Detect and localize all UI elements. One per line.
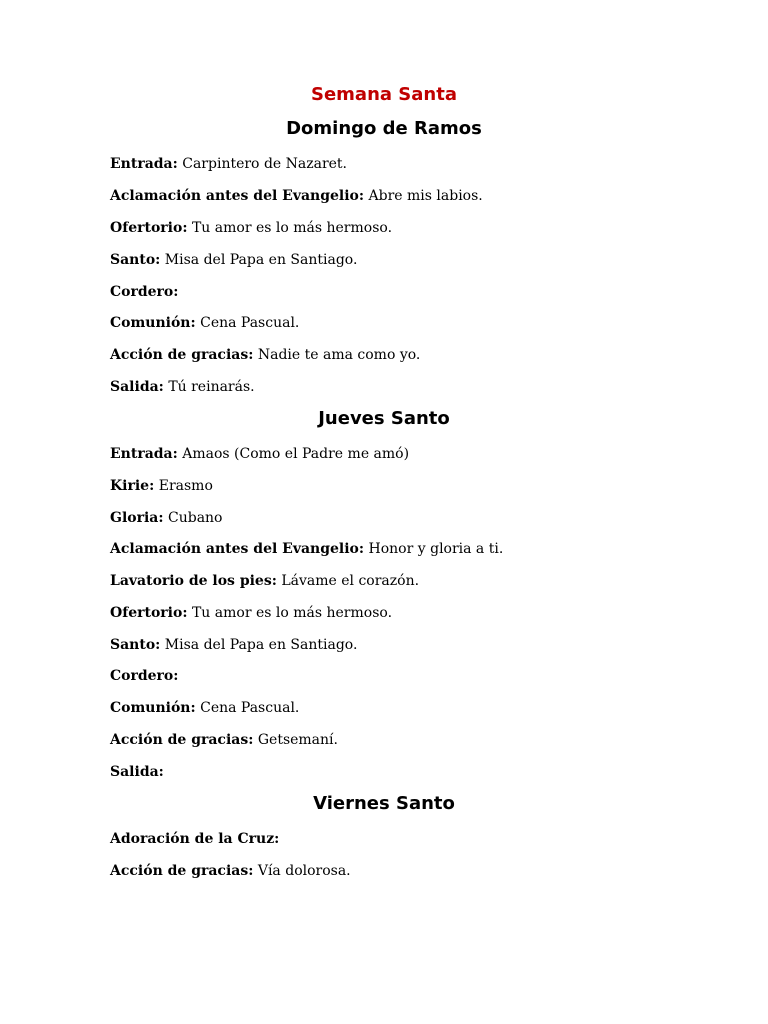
entry-label: Ofertorio:	[110, 605, 188, 621]
entry-label: Santo:	[110, 637, 161, 653]
entry-value: Vía dolorosa.	[257, 863, 351, 879]
entry-label: Gloria:	[110, 510, 164, 526]
entry-label: Comunión:	[110, 700, 196, 716]
entry-label: Santo:	[110, 252, 161, 268]
entry-value: Cubano	[168, 510, 223, 526]
entry	[110, 762, 710, 782]
entry	[110, 186, 710, 206]
entry-value: Getsemaní.	[257, 732, 338, 748]
entry-label: Aclamación antes del Evangelio:	[110, 541, 365, 557]
entry	[110, 539, 710, 559]
section-heading-viernes-santo: Viernes Santo	[313, 793, 455, 814]
entry-label: Acción de gracias:	[110, 347, 254, 363]
entry-label: Entrada:	[110, 446, 178, 462]
entry	[110, 377, 710, 397]
entry-label: Lavatorio de los pies:	[110, 573, 277, 589]
entry-label: Kirie:	[110, 478, 155, 494]
entry-label: Acción de gracias:	[110, 732, 254, 748]
section-heading-domingo-de-ramos: Domingo de Ramos	[286, 118, 482, 139]
entry-value: Amaos (Como el Padre me amó)	[182, 446, 410, 462]
section-heading-jueves-santo: Jueves Santo	[318, 408, 450, 429]
entry	[110, 508, 710, 528]
entry-value: Abre mis labios.	[368, 188, 483, 204]
entry-label: Cordero:	[110, 668, 179, 684]
entry-value: Carpintero de Nazaret.	[182, 156, 348, 172]
entry	[110, 603, 710, 623]
entry-value: Lávame el corazón.	[281, 573, 420, 589]
entry	[110, 250, 710, 270]
entry-value: Tu amor es lo más hermoso.	[191, 220, 393, 236]
entry-value: Misa del Papa en Santiago.	[164, 637, 358, 653]
entry	[110, 218, 710, 238]
entry	[110, 571, 710, 591]
entry-label: Ofertorio:	[110, 220, 188, 236]
entry-label: Comunión:	[110, 315, 196, 331]
entry-label: Acción de gracias:	[110, 863, 254, 879]
entry-label: Salida:	[110, 379, 164, 395]
entry	[110, 313, 710, 333]
entry-label: Adoración de la Cruz:	[110, 831, 280, 847]
entry-value: Tú reinarás.	[168, 379, 255, 395]
entry	[110, 861, 710, 881]
entry-value: Misa del Papa en Santiago.	[164, 252, 358, 268]
entry	[110, 635, 710, 655]
entry-value: Cena Pascual.	[200, 315, 300, 331]
entry-label: Salida:	[110, 764, 164, 780]
entry-value: Honor y gloria a ti.	[368, 541, 504, 557]
entry-value: Erasmo	[158, 478, 213, 494]
entry	[110, 829, 710, 849]
entry	[110, 698, 710, 718]
entry	[110, 345, 710, 365]
entry	[110, 666, 710, 686]
entry	[110, 154, 710, 174]
entry-value: Nadie te ama como yo.	[257, 347, 421, 363]
document-title: Semana Santa	[311, 84, 457, 105]
entry	[110, 730, 710, 750]
entry	[110, 476, 710, 496]
entry-label: Entrada:	[110, 156, 178, 172]
entry-value: Cena Pascual.	[200, 700, 300, 716]
entry-label: Aclamación antes del Evangelio:	[110, 188, 365, 204]
entry	[110, 282, 710, 302]
entry	[110, 444, 710, 464]
entry-value: Tu amor es lo más hermoso.	[191, 605, 393, 621]
entry-label: Cordero:	[110, 284, 179, 300]
